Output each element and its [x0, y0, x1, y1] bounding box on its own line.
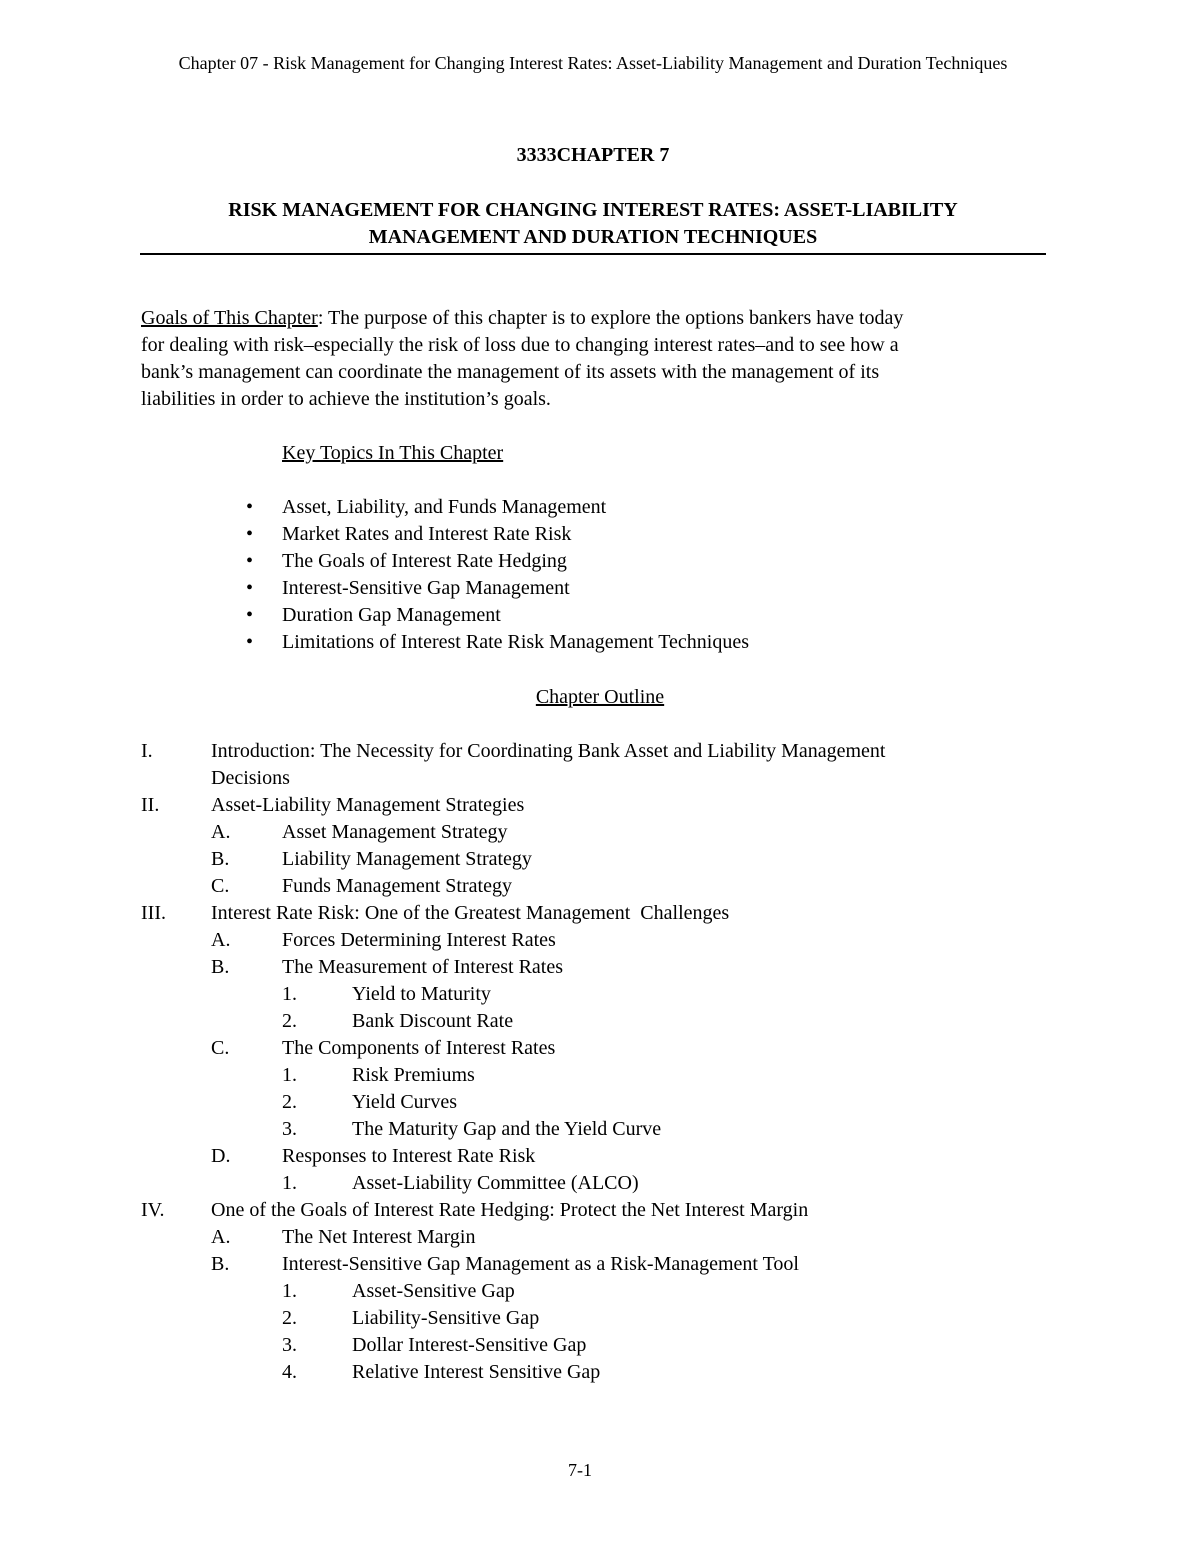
chapter-number: 3333CHAPTER 7	[516, 144, 670, 166]
outline-text: Asset Management Strategy	[282, 821, 508, 843]
outline-text: Bank Discount Rate	[352, 1010, 514, 1032]
outline-subsection	[0, 1251, 1200, 1278]
outline-text: Responses to Interest Rate Risk	[282, 1145, 536, 1167]
outline-text: Yield to Maturity	[352, 983, 491, 1005]
key-topic-item	[246, 494, 749, 521]
outline-subsection	[0, 873, 1200, 900]
goals-label: Goals of This Chapter	[141, 307, 318, 329]
chapter-title-line-2: MANAGEMENT AND DURATION TECHNIQUES	[368, 226, 818, 248]
outline-text: Decisions	[211, 767, 290, 789]
outline-item	[0, 1089, 1200, 1116]
key-topic-item	[246, 521, 749, 548]
bullet-icon: •	[246, 577, 254, 599]
outline-text: Asset-Sensitive Gap	[352, 1280, 515, 1302]
outline-text: Introduction: The Necessity for Coordinating Bank Asset and Liability Management	[211, 740, 886, 762]
key-topic-text: The Goals of Interest Rate Hedging	[282, 550, 567, 572]
key-topic-text: Asset, Liability, and Funds Management	[282, 496, 607, 518]
outline-section	[0, 792, 1200, 819]
outline-text: One of the Goals of Interest Rate Hedging: Protect the Net Interest Margin	[211, 1199, 809, 1221]
key-topic-text: Duration Gap Management	[282, 604, 501, 626]
outline-marker: 1.	[282, 1172, 297, 1194]
outline-continuation	[0, 765, 1200, 792]
outline-text: Asset-Liability Management Strategies	[211, 794, 525, 816]
outline-item	[0, 1170, 1200, 1197]
bullet-icon: •	[246, 631, 254, 653]
outline-marker: 4.	[282, 1361, 297, 1383]
outline-text: Asset-Liability Committee (ALCO)	[352, 1172, 639, 1194]
chapter-outline-heading: Chapter Outline	[535, 686, 665, 708]
outline-text: Funds Management Strategy	[282, 875, 512, 897]
outline-marker: C.	[211, 1037, 230, 1059]
outline-text: Dollar Interest-Sensitive Gap	[352, 1334, 587, 1356]
outline-marker: I.	[141, 740, 153, 762]
key-topics-list	[246, 494, 749, 656]
goals-line-3: bank’s management can coordinate the management of its assets with the management of its	[141, 361, 880, 383]
outline-text: Interest Rate Risk: One of the Greatest Management Challenges	[211, 902, 730, 924]
outline-text: Relative Interest Sensitive Gap	[352, 1361, 601, 1383]
key-topic-item	[246, 575, 749, 602]
bullet-icon: •	[246, 496, 254, 518]
outline-text: The Net Interest Margin	[282, 1226, 476, 1248]
outline-marker: 3.	[282, 1118, 297, 1140]
outline-item	[0, 981, 1200, 1008]
chapter-title-line-1: RISK MANAGEMENT FOR CHANGING INTEREST RATES: ASSET-LIABILITY	[228, 199, 958, 221]
outline-item	[0, 1305, 1200, 1332]
outline-marker: 1.	[282, 1064, 297, 1086]
outline-text: Forces Determining Interest Rates	[282, 929, 556, 951]
outline-marker: A.	[211, 929, 231, 951]
key-topic-text: Market Rates and Interest Rate Risk	[282, 523, 572, 545]
goals-line-2: for dealing with risk–especially the risk of loss due to changing interest rates–and to see how a	[141, 334, 899, 356]
outline-marker: B.	[211, 956, 230, 978]
outline-item	[0, 1359, 1200, 1386]
outline-text: Yield Curves	[352, 1091, 457, 1113]
outline-subsection	[0, 1035, 1200, 1062]
outline-text: The Components of Interest Rates	[282, 1037, 556, 1059]
outline-text: The Measurement of Interest Rates	[282, 956, 564, 978]
page-number: 7-1	[568, 1460, 592, 1480]
outline-marker: 3.	[282, 1334, 297, 1356]
running-header: Chapter 07 - Risk Management for Changing Interest Rates: Asset-Liability Management and Duration Techniques	[178, 53, 1008, 73]
outline-marker: B.	[211, 1253, 230, 1275]
outline-marker: A.	[211, 821, 231, 843]
outline-subsection	[0, 954, 1200, 981]
chapter-outline	[0, 738, 1200, 1386]
key-topics-heading: Key Topics In This Chapter	[282, 442, 504, 464]
goals-line-4: liabilities in order to achieve the institution’s goals.	[141, 388, 551, 410]
outline-item	[0, 1278, 1200, 1305]
outline-marker: 1.	[282, 983, 297, 1005]
outline-subsection	[0, 1224, 1200, 1251]
bullet-icon: •	[246, 604, 254, 626]
goals-line-1-text: : The purpose of this chapter is to explore the options bankers have today	[317, 307, 904, 329]
outline-subsection	[0, 819, 1200, 846]
outline-marker: IV.	[141, 1199, 165, 1221]
key-topic-text: Interest-Sensitive Gap Management	[282, 577, 570, 599]
key-topic-item	[246, 602, 749, 629]
outline-marker: 2.	[282, 1010, 297, 1032]
outline-subsection	[0, 927, 1200, 954]
goals-line-1	[141, 305, 1051, 332]
outline-marker: D.	[211, 1145, 231, 1167]
outline-subsection	[0, 1143, 1200, 1170]
outline-text: The Maturity Gap and the Yield Curve	[352, 1118, 662, 1140]
key-topic-text: Limitations of Interest Rate Risk Management Techniques	[282, 631, 750, 653]
bullet-icon: •	[246, 523, 254, 545]
outline-item	[0, 1116, 1200, 1143]
bullet-icon: •	[246, 550, 254, 572]
outline-section	[0, 1197, 1200, 1224]
outline-text: Liability Management Strategy	[282, 848, 532, 870]
outline-subsection	[0, 846, 1200, 873]
outline-text: Risk Premiums	[352, 1064, 475, 1086]
outline-item	[0, 1062, 1200, 1089]
key-topic-item	[246, 629, 749, 656]
goals-paragraph	[141, 305, 1051, 413]
outline-section	[0, 900, 1200, 927]
outline-marker: 1.	[282, 1280, 297, 1302]
outline-text: Interest-Sensitive Gap Management as a Risk-Management Tool	[282, 1253, 799, 1275]
outline-item	[0, 1332, 1200, 1359]
key-topic-item	[246, 548, 749, 575]
outline-marker: B.	[211, 848, 230, 870]
outline-marker: 2.	[282, 1307, 297, 1329]
outline-marker: III.	[141, 902, 166, 924]
outline-marker: II.	[141, 794, 160, 816]
outline-marker: 2.	[282, 1091, 297, 1113]
outline-item	[0, 1008, 1200, 1035]
outline-marker: A.	[211, 1226, 231, 1248]
outline-marker: C.	[211, 875, 230, 897]
outline-text: Liability-Sensitive Gap	[352, 1307, 540, 1329]
chapter-title	[140, 197, 1046, 255]
outline-section	[0, 738, 1200, 765]
